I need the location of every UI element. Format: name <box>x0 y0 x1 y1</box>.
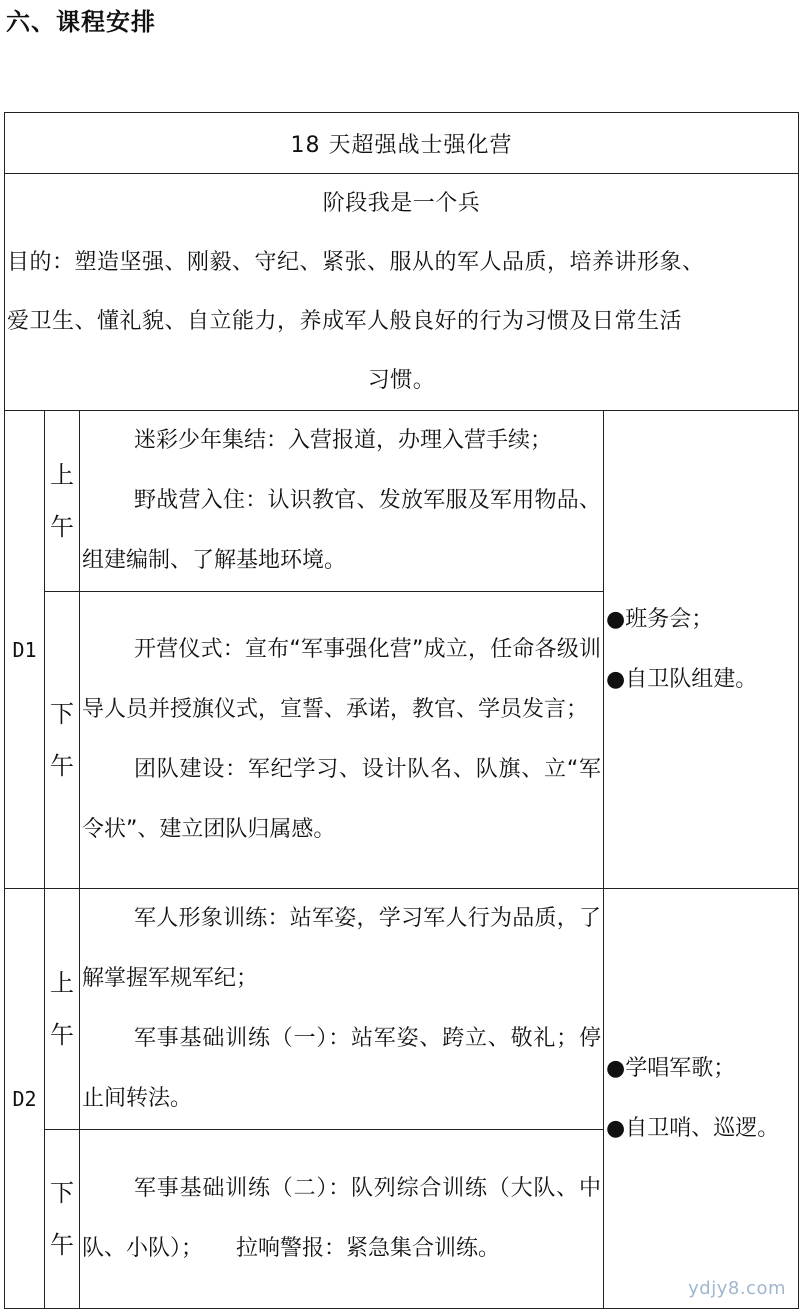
period-char: 午 <box>50 513 74 541</box>
period-char: 午 <box>50 752 74 780</box>
side-item: ●班务会； <box>606 606 714 632</box>
d1-evening-activities <box>604 411 799 889</box>
side-item: ●学唱军歌； <box>606 1055 736 1081</box>
period-char: 上 <box>50 461 74 489</box>
stage-title: 阶段我是一个兵 <box>322 191 481 216</box>
activity-item: 军事基础训练（一）：站军姿、跨立、敬礼；停止间转法。 <box>82 1026 601 1111</box>
site-watermark: ydjy8.com <box>688 1278 786 1299</box>
d2-morning-row <box>5 889 799 1130</box>
schedule-table <box>4 112 799 1309</box>
title-row <box>5 113 799 174</box>
side-item: ●自卫队组建。 <box>606 666 758 692</box>
day-label-d2: D2 <box>5 889 45 1309</box>
activity-item: 团队建设：军纪学习、设计队名、队旗、立“军令状”、建立团队归属感。 <box>82 757 601 842</box>
d2-evening-activities <box>604 889 799 1309</box>
period-char: 下 <box>50 700 74 728</box>
d2-afternoon-content <box>80 1130 604 1309</box>
activity-item: 野战营入住：认识教官、发放军服及军用物品、组建编制、了解基地环境。 <box>82 488 601 573</box>
side-item: ●自卫哨、巡逻。 <box>606 1115 780 1141</box>
period-afternoon-d2 <box>45 1130 80 1309</box>
goal-line-1: 目的：塑造坚强、刚毅、守纪、紧张、服从的军人品质，培养讲形象、 <box>7 250 705 275</box>
intro-cell <box>5 174 799 411</box>
activity-item: 军人形象训练：站军姿，学习军人行为品质，了解掌握军规军纪； <box>82 906 601 991</box>
period-afternoon-d1 <box>45 592 80 889</box>
d1-morning-content <box>80 411 604 592</box>
activity-item: 军事基础训练（二）：队列综合训练（大队、中队、小队）； 拉响警报：紧急集合训练。 <box>82 1176 601 1261</box>
period-char: 午 <box>50 1231 74 1259</box>
intro-row <box>5 174 799 411</box>
goal-line-3: 习惯。 <box>367 368 436 393</box>
d1-afternoon-content <box>80 592 604 889</box>
day-label-d1: D1 <box>5 411 45 889</box>
d2-morning-content <box>80 889 604 1130</box>
period-char: 下 <box>50 1179 74 1207</box>
period-char: 午 <box>50 1021 74 1049</box>
activity-item: 开营仪式：宣布“军事强化营”成立，任命各级训导人员并授旗仪式，宣誓、承诺，教官、学员发言； <box>82 637 601 722</box>
activity-item: 迷彩少年集结：入营报道，办理入营手续； <box>134 428 553 453</box>
period-morning-d1 <box>45 411 80 592</box>
camp-title: 18 天超强战士强化营 <box>5 113 799 174</box>
period-char: 上 <box>50 969 74 997</box>
period-morning-d2 <box>45 889 80 1130</box>
d1-morning-row <box>5 411 799 592</box>
section-heading: 六、课程安排 <box>6 8 156 36</box>
goal-line-2: 爱卫生、懂礼貌、自立能力，养成军人般良好的行为习惯及日常生活 <box>7 309 683 334</box>
